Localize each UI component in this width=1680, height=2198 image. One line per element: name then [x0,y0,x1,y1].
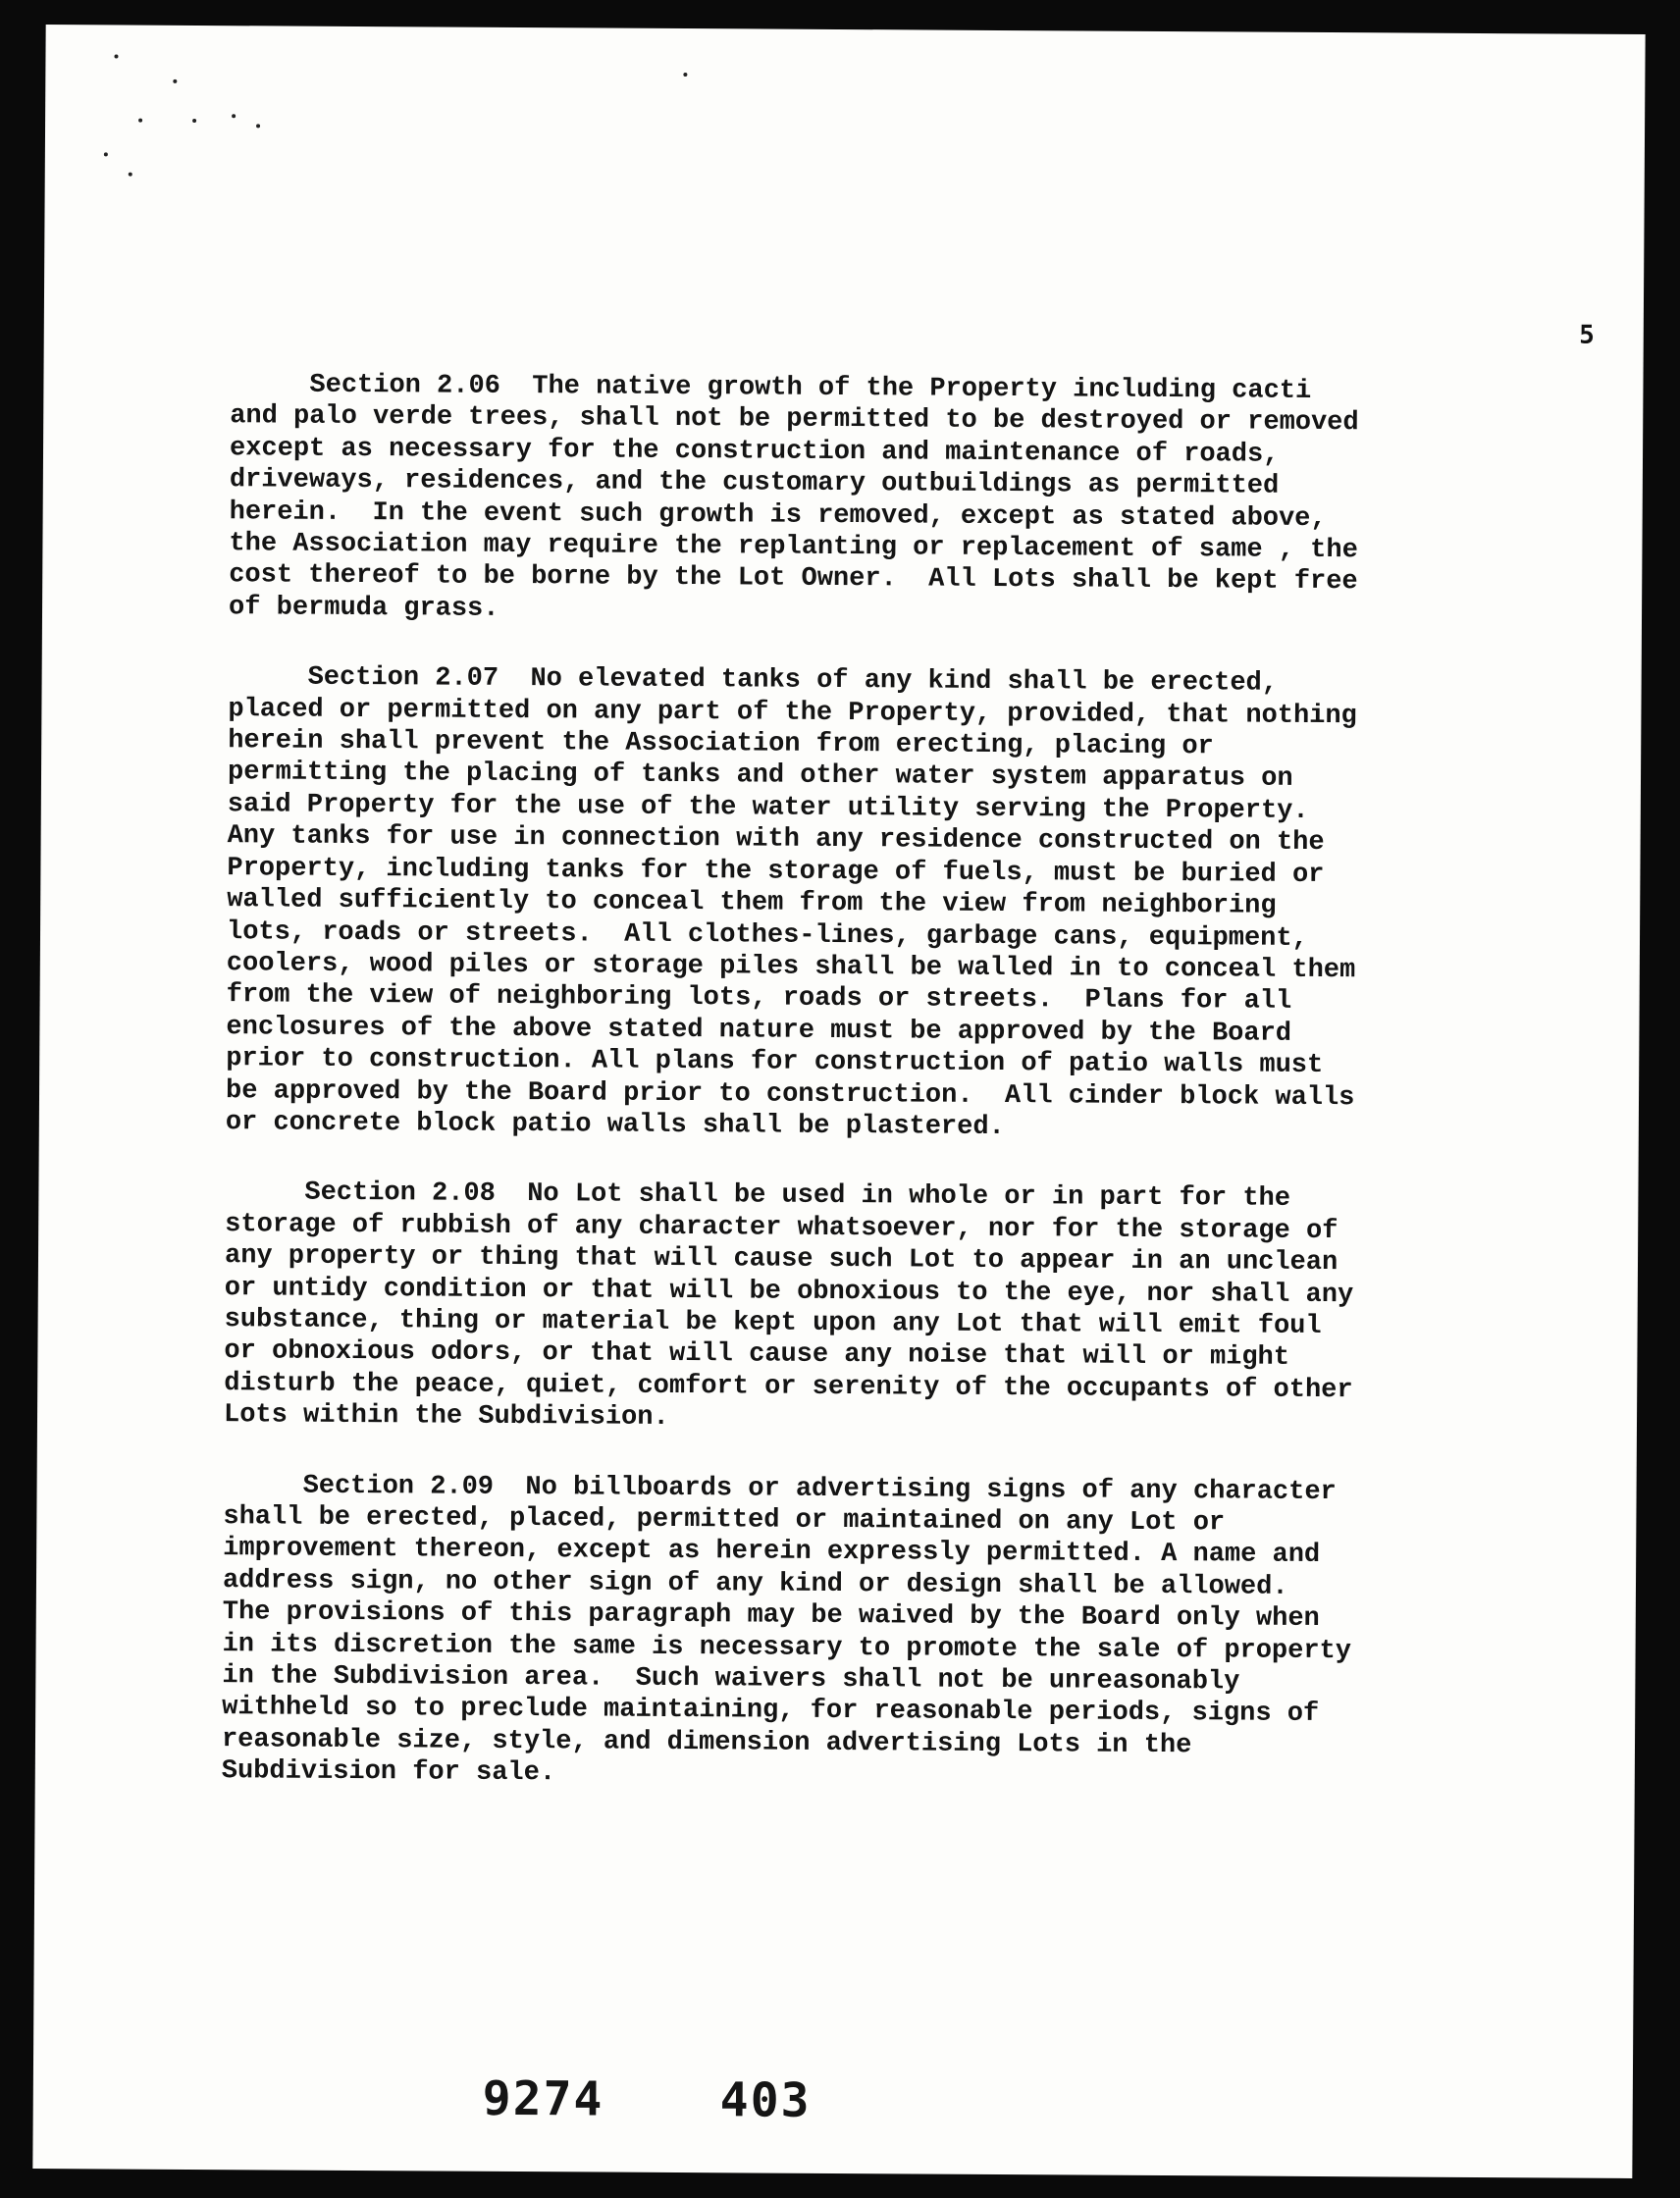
text-line: prior to construction. All plans for construction of patio walls must [226,1044,1324,1081]
docket-stamp-book: 9274 [482,2070,604,2127]
docket-stamp-page: 403 [719,2072,812,2128]
page-number: 5 [1579,320,1595,350]
text-line: enclosures of the above stated nature must be approved by the Board [226,1012,1292,1049]
section-2-09 [222,1470,1593,1797]
text-line: herein shall prevent the Association from erecting, placing or [228,726,1214,762]
text-line: reasonable size, style, and dimension advertising Lots in the [221,1725,1192,1761]
text-line: the Association may require the replanting or replacement of same , the [229,529,1358,566]
text-line: from the view of neighboring lots, roads or streets. Plans for all [226,980,1292,1018]
text-line: Section 2.07 No elevated tanks of any kind shall be erected, [228,662,1279,699]
text-line: The provisions of this paragraph may be waived by the Board only when [222,1597,1320,1635]
text-line: substance, thing or material be kept upon any Lot that will emit foul [224,1305,1322,1341]
text-line: placed or permitted on any part of the Property, provided, that nothing [228,694,1357,731]
text-line: and palo verde trees, shall not be permitted to be destroyed or removed [230,401,1359,439]
text-line: Section 2.08 No Lot shall be used in whole or in part for the [225,1178,1291,1215]
scan-speck [173,79,177,83]
text-line: Section 2.09 No billboards or advertising signs of any character [223,1470,1337,1507]
text-line: permitting the placing of tanks and other water system apparatus on [227,758,1293,795]
document-page [32,25,1645,2178]
scan-speck [138,119,142,123]
text-line: or untidy condition or that will be obnoxious to the eye, nor shall any [224,1273,1354,1310]
text-line: disturb the peace, quiet, comfort or serenity of the occupants of other [224,1368,1353,1405]
scan-speck [129,173,132,177]
text-line: storage of rubbish of any character whatsoever, nor for the storage of [225,1209,1339,1246]
text-line: walled sufficiently to conceal them from the view from neighboring [227,885,1277,921]
section-2-07 [226,661,1598,1147]
text-line: Property, including tanks for the storage of fuels, must be buried or [227,853,1325,890]
text-line: any property or thing that will cause such Lot to appear in an unclean [224,1241,1339,1279]
section-2-06 [229,369,1600,632]
text-line: Lots within the Subdivision. [223,1400,669,1434]
scan-speck [232,114,236,118]
text-line: coolers, wood piles or storage piles shall be walled in to conceal them [226,949,1356,986]
text-line: Section 2.06 The native growth of the Property including cacti [230,370,1312,406]
text-line: improvement thereon, except as herein expressly permitted. A name and [223,1534,1321,1571]
text-line: address sign, no other sign of any kind or design shall be allowed. [222,1565,1288,1602]
text-line: be approved by the Board prior to construction. All cinder block walls [225,1075,1355,1113]
scan-speck [104,152,108,156]
text-line: of bermuda grass. [228,593,499,624]
text-line: in its discretion the same is necessary to promote the sale of property [222,1629,1352,1666]
text-line: except as necessary for the construction and maintenance of roads, [229,434,1280,470]
text-line: cost thereof to be borne by the Lot Owner. All Lots shall be kept free [229,560,1358,598]
scan-speck [683,73,687,77]
scan-speck [192,119,196,123]
text-line: withheld so to preclude maintaining, for reasonable periods, signs of [222,1693,1320,1730]
text-line: said Property for the use of the water utility serving the Property. [227,790,1309,826]
text-line: in the Subdivision area. Such waivers shall not be unreasonably [222,1661,1240,1698]
scan-speck [114,54,118,58]
text-line: driveways, residences, and the customary outbuildings as permitted [229,465,1280,501]
document-body [221,369,1599,1834]
text-line: or obnoxious odors, or that will cause any noise that will or might [224,1336,1290,1374]
scan-speck [256,124,260,128]
section-2-08 [224,1178,1595,1440]
text-line: herein. In the event such growth is removed, except as stated above, [229,497,1327,534]
text-line: or concrete block patio walls shall be plastered. [225,1108,1005,1142]
text-line: Subdivision for sale. [221,1756,556,1789]
text-line: lots, roads or streets. All clothes-lines, garbage cans, equipment, [226,916,1308,954]
text-line: Any tanks for use in connection with any residence constructed on the [227,821,1325,859]
text-line: shall be erected, placed, permitted or maintained on any Lot or [223,1502,1226,1539]
